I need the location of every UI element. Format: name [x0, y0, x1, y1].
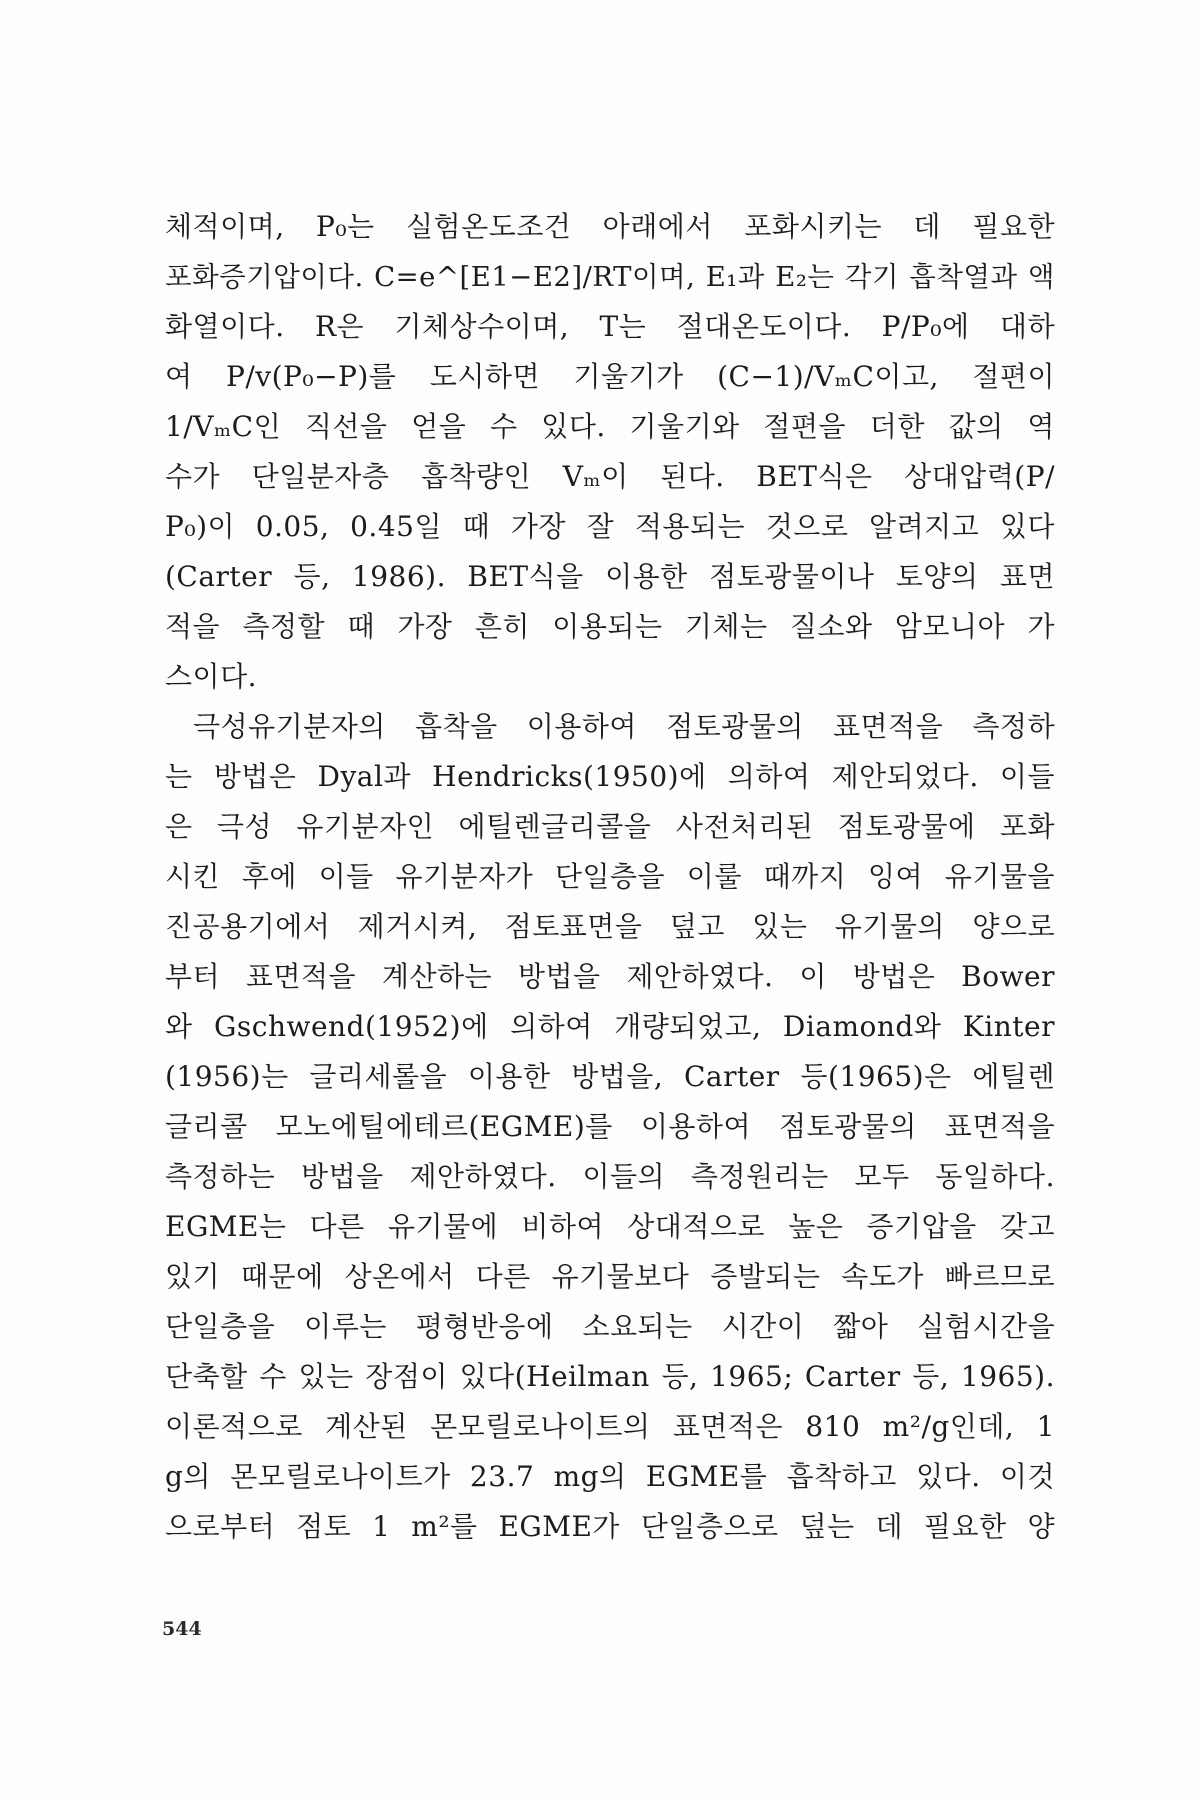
text-line: 부터 표면적을 계산하는 방법을 제안하였다. 이 방법은 Bower: [165, 960, 1055, 993]
text-line: 적을 측정할 때 가장 흔히 이용되는 기체는 질소와 암모니아 가: [165, 610, 1055, 643]
text-line: g의 몬모릴로나이트가 23.7 mg의 EGME를 흡착하고 있다. 이것: [165, 1460, 1055, 1493]
text-line: 글리콜 모노에틸에테르(EGME)를 이용하여 점토광물의 표면적을: [165, 1110, 1055, 1143]
text-line: (1956)는 글리세롤을 이용한 방법을, Carter 등(1965)은 에틸렌: [165, 1060, 1055, 1093]
text-line: 측정하는 방법을 제안하였다. 이들의 측정원리는 모두 동일하다.: [165, 1160, 1055, 1193]
text-line: 있기 때문에 상온에서 다른 유기물보다 증발되는 속도가 빠르므로: [165, 1260, 1055, 1293]
text-line: 포화증기압이다. C=e^[E1−E2]/RT이며, E₁과 E₂는 각기 흡착열과 액: [165, 261, 1055, 293]
text-line: 는 방법은 Dyal과 Hendricks(1950)에 의하여 제안되었다. 이들: [165, 760, 1055, 793]
text-line: 단축할 수 있는 장점이 있다(Heilman 등, 1965; Carter 등, 1965).: [165, 1360, 1055, 1393]
body-text: [165, 202, 1055, 1552]
paragraph-2: [165, 702, 1055, 1552]
text-line: 1/VₘC인 직선을 얻을 수 있다. 기울기와 절편을 더한 값의 역: [165, 410, 1055, 443]
text-line: 화열이다. R은 기체상수이며, T는 절대온도이다. P/P₀에 대하: [165, 310, 1055, 343]
text-line: 이론적으로 계산된 몬모릴로나이트의 표면적은 810 m²/g인데, 1: [165, 1410, 1055, 1443]
paragraph-1: [165, 202, 1055, 702]
text-line: 은 극성 유기분자인 에틸렌글리콜을 사전처리된 점토광물에 포화: [165, 810, 1055, 843]
text-line: 으로부터 점토 1 m²를 EGME가 단일층으로 덮는 데 필요한 양: [165, 1510, 1055, 1543]
text-line: 진공용기에서 제거시켜, 점토표면을 덮고 있는 유기물의 양으로: [165, 910, 1055, 943]
text-line: 여 P/v(P₀−P)를 도시하면 기울기가 (C−1)/VₘC이고, 절편이: [165, 360, 1055, 393]
text-line: 와 Gschwend(1952)에 의하여 개량되었고, Diamond와 Kinter: [165, 1010, 1055, 1043]
text-line: (Carter 등, 1986). BET식을 이용한 점토광물이나 토양의 표면: [165, 560, 1055, 593]
text-line: 시킨 후에 이들 유기분자가 단일층을 이룰 때까지 잉여 유기물을: [165, 860, 1055, 893]
text-line: 체적이며, P₀는 실험온도조건 아래에서 포화시키는 데 필요한: [165, 210, 1055, 243]
text-line: EGME는 다른 유기물에 비하여 상대적으로 높은 증기압을 갖고: [165, 1210, 1055, 1243]
page-number: 544: [162, 1618, 202, 1640]
text-line: 단일층을 이루는 평형반응에 소요되는 시간이 짧아 실험시간을: [165, 1310, 1055, 1343]
text-line: 스이다.: [165, 660, 258, 693]
text-line: 극성유기분자의 흡착을 이용하여 점토광물의 표면적을 측정하: [193, 710, 1055, 743]
text-line: 수가 단일분자층 흡착량인 Vₘ이 된다. BET식은 상대압력(P/: [165, 460, 1055, 493]
text-line: P₀)이 0.05, 0.45일 때 가장 잘 적용되는 것으로 알려지고 있다: [165, 510, 1055, 543]
